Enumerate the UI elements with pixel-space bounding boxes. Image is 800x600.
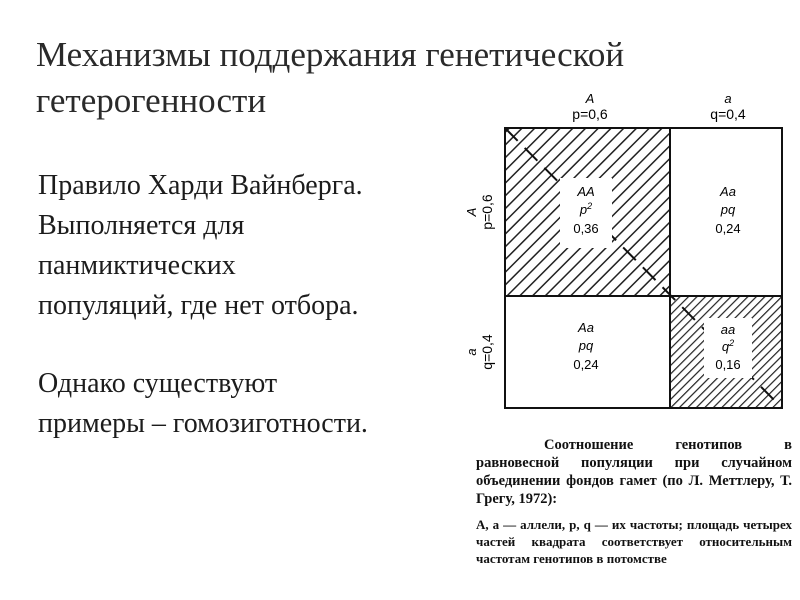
cell-Aa-top-formula: pq <box>720 202 736 217</box>
body2-line-2: примеры – гомозиготности. <box>38 408 368 439</box>
body-line-2: Выполняется для <box>38 210 245 241</box>
side-label-allele-A: A <box>464 207 479 217</box>
top-label-allele-A: A <box>585 91 595 106</box>
cell-AA-value: 0,36 <box>573 221 599 236</box>
top-label-freq-p: p=0,6 <box>572 106 608 122</box>
top-label-allele-a: a <box>724 91 732 106</box>
figure-caption <box>476 436 792 567</box>
cell-AA-formula: p <box>579 202 588 217</box>
top-label-freq-q: q=0,4 <box>710 106 746 122</box>
cell-Aa-top-genotype: Aa <box>720 184 736 199</box>
cell-Aa-bottom-formula: pq <box>578 338 594 353</box>
side-label-freq-q: q=0,4 <box>479 334 495 370</box>
cell-Aa-top-value: 0,24 <box>715 221 741 236</box>
cell-aa-formula: q <box>721 339 730 354</box>
side-label-allele-a: a <box>464 348 479 356</box>
caption-main: Соотношение генотипов в равновесной популяции при случайном объединении фондов гамет (по Л. Меттлеру, Т. Грегу, 1972): <box>476 437 792 507</box>
body2-line-1: Однако существуют <box>38 368 278 399</box>
cell-Aa-bottom-genotype: Aa <box>578 320 594 335</box>
cell-Aa-bottom-value: 0,24 <box>573 357 599 372</box>
cell-aa-value: 0,16 <box>715 357 741 372</box>
caption-note: A, a — аллели, p, q — их частоты; площадь четырех частей квадрата соответствует относительным частотам генотипов в потомстве <box>476 517 792 566</box>
side-label-freq-p: p=0,6 <box>479 194 495 230</box>
cell-aa-genotype: aa <box>720 322 736 337</box>
title-line-2: гетерогенности <box>36 81 267 120</box>
cell-AA-exp: 2 <box>587 201 593 211</box>
body-line-1: Правило Харди Вайнберга. <box>38 170 363 201</box>
body-line-4: популяций, где нет отбора. <box>38 290 359 321</box>
title-line-1: Механизмы поддержания генетической <box>36 35 625 74</box>
cell-AA-genotype: AA <box>577 184 595 199</box>
cell-aa-exp: 2 <box>729 338 735 348</box>
body-line-3: панмиктических <box>38 250 236 281</box>
